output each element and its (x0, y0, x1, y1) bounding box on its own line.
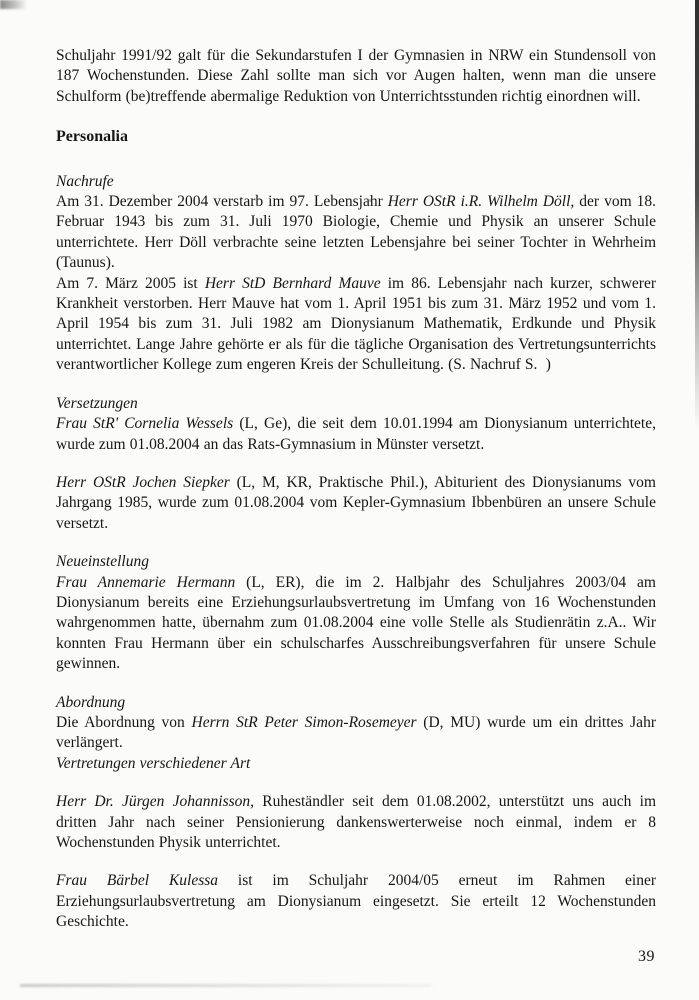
text-run: der vom 18. Februar 1943 bis zum 31. Juli 1970 Biologie, Chemie und Physik an unserer Schule unterrichtete. Herr Döll verbrachte seine letzten Lebensjahre bei seiner Tochter in Wehrheim (Taunus). (56, 193, 656, 272)
text-run: Personalia (56, 128, 128, 146)
subsection-label-neueinstellung (56, 552, 656, 572)
emphasized-text-run: Herr StD Bernhard Mauve (204, 274, 381, 292)
text-run: Ruheständler seit dem 01.08.2002, unterstützt uns auch im dritten Jahr nach seiner Pensionierung dankenswerterweise noch einmal, indem er 8 Wochenstunden Physik unterrichtet. (56, 793, 656, 851)
text-run: Neueinstellung (56, 553, 149, 571)
scan-edge-artifact (695, 0, 699, 430)
secondment-paragraph-simon-rosemeyer (56, 713, 656, 754)
emphasized-text-run: Frau StR' Cornelia Wessels (56, 415, 234, 433)
text-run: Am 31. Dezember 2004 verstarb im 97. Lebensjahr (56, 193, 388, 211)
scan-smudge-artifact (0, 0, 27, 9)
scan-shadow-artifact (20, 984, 432, 987)
text-run: Die Abordnung von (56, 713, 192, 731)
text-run: (L, M, KR, Praktische Phil.), Abiturient des Dionysianums vom Jahrgang 1985, wurde zum 01.08.2004 vom Kepler-Gymnasium Ibbenbüren an unsere Schule versetzt. (56, 473, 656, 532)
text-run: Schuljahr 1991/92 galt für die Sekundarstufen I der Gymnasien in NRW ein Stundensoll von 187 Wochenstunden. Diese Zahl sollte man sich vor Augen halten, wenn man die unsere Schulform (be)treffende abermalige Reduktion von Unterrichtsstunden richtig einordnen will. (56, 47, 656, 105)
document-content (56, 46, 656, 933)
text-run: (D, MU) wurde um ein drittes Jahr verlängert. (56, 713, 656, 752)
page-number: 39 (638, 948, 655, 965)
transfer-paragraph-wessels (56, 414, 656, 455)
emphasized-text-run: Herrn StR Peter Simon-Rosemeyer (191, 713, 417, 731)
text-run: (L, ER), die im 2. Halbjahr des Schuljahres 2003/04 am Dionysianum bereits eine Erziehungsurlaubsvertretung im Umfang von 16 Wochenstunden wahrgenommen hatte, übernahm zum 01.08.2004 eine volle Stelle als Studienrätin z.A.. Wir konnten Frau Hermann über ein schulscharfes Ausschreibungsverfahren für unsere Schule gewinnen. (56, 573, 656, 673)
text-run: Versetzungen (56, 394, 138, 412)
text-run: (L, Ge), die seit dem 10.01.1994 am Dionysianum unterrichtete, wurde zum 01.08.2004 an das Rats-Gymnasium in Münster versetzt. (56, 415, 656, 453)
text-run: Nachrufe (56, 172, 114, 190)
obituary-paragraph-mauve (56, 274, 656, 376)
section-title-personalia (56, 127, 656, 147)
text-run: im 86. Lebensjahr nach kurzer, schwerer Krankheit verstorben. Herr Mauve hat vom 1. April 1951 bis zum 31. März 1952 und vom 1. April 1954 bis zum 31. Juli 1982 am Dionysianum Mathematik, Erdkunde und Physik unterrichtet. Lange Jahre gehörte er als für die tägliche Organisation des Vertretungsunterrichts verantwortlicher Kollege zum engeren Kreis der Schulleitung. (S. Nachruf S. ) (56, 274, 656, 374)
subsection-label-vertretungen (56, 754, 656, 774)
substitute-paragraph-johannisson (56, 792, 656, 853)
subsection-label-abordnung (56, 693, 656, 713)
text-run: Abordnung (56, 693, 126, 711)
emphasized-text-run: Herr OStR i.R. Wilhelm Döll, (387, 193, 575, 211)
subsection-label-nachrufe (56, 172, 656, 192)
emphasized-text-run: Herr OStR Jochen Siepker (56, 473, 230, 491)
text-run: Vertretungen verschiedener Art (56, 754, 251, 772)
emphasized-text-run: Frau Annemarie Hermann (56, 573, 236, 591)
text-run: ist im Schuljahr 2004/05 erneut im Rahmen einer Erziehungsurlaubsvertretung am Dionysianum eingesetzt. Sie erteilt 12 Wochenstunden Geschichte. (56, 872, 656, 931)
emphasized-text-run: Herr Dr. Jürgen Johannisson, (56, 793, 255, 811)
text-run: Am 7. März 2005 ist (56, 274, 205, 292)
intro-paragraph (56, 46, 656, 107)
obituary-paragraph-doell (56, 192, 656, 274)
substitute-paragraph-kulessa (56, 871, 656, 932)
new-hire-paragraph-hermann (56, 573, 656, 675)
emphasized-text-run: Frau Bärbel Kulessa (56, 872, 219, 890)
subsection-label-versetzungen (56, 394, 656, 414)
transfer-paragraph-siepker (56, 473, 656, 534)
